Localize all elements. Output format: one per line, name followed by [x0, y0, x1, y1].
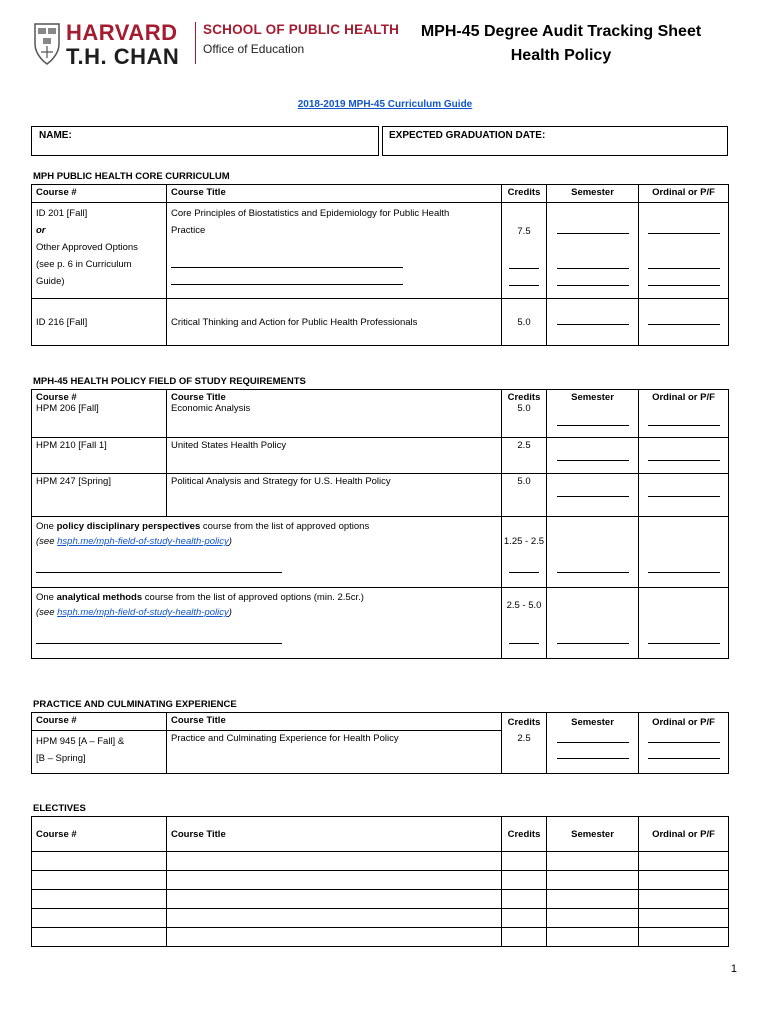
curriculum-guide-link[interactable]: 2018-2019 MPH-45 Curriculum Guide	[297, 99, 473, 110]
semester-cell	[547, 299, 639, 346]
table-row[interactable]	[32, 928, 729, 947]
table-row	[32, 588, 729, 659]
credits-cell: 2.5 - 5.0	[502, 588, 547, 659]
credits-cell: 7.5	[502, 203, 547, 299]
credits-blank[interactable]	[509, 635, 539, 644]
document-title	[420, 20, 702, 68]
table-row	[32, 299, 729, 346]
title-cell: Core Principles of Biostatistics and Epidemiology for Public Health Practice	[167, 203, 502, 299]
course-cell: ID 216 [Fall]	[32, 299, 167, 346]
semester-cell: Semester	[547, 390, 639, 438]
logo-chan-text: T.H. CHAN	[66, 44, 180, 69]
semester-blank[interactable]	[557, 635, 629, 644]
ordinal-cell	[639, 203, 729, 299]
logo-school-text: SCHOOL OF PUBLIC HEALTH	[203, 22, 400, 37]
semester-cell	[547, 438, 639, 474]
semester-blank[interactable]	[557, 225, 629, 234]
col-ordinal: Ordinal or P/F	[639, 185, 729, 203]
title-cell: Critical Thinking and Action for Public Health Professionals	[167, 299, 502, 346]
credits-cell: 2.5	[502, 438, 547, 474]
semester-blank[interactable]	[557, 417, 629, 426]
course-blank[interactable]	[36, 635, 282, 644]
semester-blank[interactable]	[557, 750, 629, 759]
ordinal-blank[interactable]	[648, 488, 720, 497]
analytical-option-cell: One analytical methods course from the list of approved options (min. 2.5cr.) (see hsph.me/mph-field-of-study-health-policy)	[32, 588, 502, 659]
credits-cell: Credits 5.0	[502, 390, 547, 438]
practice-header-row	[32, 713, 729, 731]
table-row	[32, 390, 729, 438]
semester-cell	[547, 474, 639, 517]
col-title: Course Title	[167, 817, 502, 852]
semester-blank[interactable]	[557, 316, 629, 325]
ordinal-cell	[639, 299, 729, 346]
ordinal-blank[interactable]	[648, 277, 720, 286]
electives-table	[31, 816, 729, 947]
table-row[interactable]	[32, 909, 729, 928]
core-table	[31, 184, 729, 346]
foc-table	[31, 389, 729, 659]
table-row[interactable]	[32, 852, 729, 871]
field-of-study-link[interactable]: hsph.me/mph-field-of-study-health-policy	[57, 607, 229, 618]
table-row[interactable]	[32, 890, 729, 909]
ordinal-blank[interactable]	[648, 734, 720, 743]
col-ordinal: Ordinal or P/F	[639, 817, 729, 852]
table-row	[32, 517, 729, 588]
ordinal-cell: Ordinal or P/F	[639, 713, 729, 774]
col-semester: Semester	[547, 817, 639, 852]
ordinal-blank[interactable]	[648, 564, 720, 573]
semester-blank[interactable]	[557, 488, 629, 497]
name-field[interactable]	[31, 126, 379, 156]
ordinal-cell	[639, 438, 729, 474]
semester-blank[interactable]	[557, 734, 629, 743]
col-semester: Semester	[547, 185, 639, 203]
course-cell: ID 201 [Fall] or Other Approved Options (see p. 6 in Curriculum Guide)	[32, 203, 167, 299]
logo-office-text: Office of Education	[203, 42, 305, 56]
col-course: Course #	[32, 713, 167, 731]
practice-table	[31, 712, 729, 774]
logo-divider	[195, 22, 196, 64]
ordinal-blank[interactable]	[648, 260, 720, 269]
ordinal-blank[interactable]	[648, 750, 720, 759]
semester-cell	[547, 203, 639, 299]
credits-cell: Credits 2.5	[502, 713, 547, 774]
logo-harvard-text: HARVARD	[66, 20, 178, 45]
col-course: Course #	[32, 817, 167, 852]
table-row	[32, 474, 729, 517]
policy-option-cell: One policy disciplinary perspectives course from the list of approved options (see hsph.me/mph-field-of-study-health-policy)	[32, 517, 502, 588]
ordinal-cell	[639, 474, 729, 517]
core-section-title: MPH PUBLIC HEALTH CORE CURRICULUM	[33, 171, 230, 182]
course-blank[interactable]	[36, 564, 282, 573]
semester-blank[interactable]	[557, 277, 629, 286]
col-title: Course Title	[167, 713, 502, 731]
semester-cell	[547, 588, 639, 659]
ordinal-blank[interactable]	[648, 635, 720, 644]
table-row	[32, 438, 729, 474]
field-of-study-link[interactable]: hsph.me/mph-field-of-study-health-policy	[57, 536, 229, 547]
ordinal-blank[interactable]	[648, 316, 720, 325]
practice-section-title: PRACTICE AND CULMINATING EXPERIENCE	[33, 699, 237, 710]
graduation-date-label: EXPECTED GRADUATION DATE:	[389, 130, 546, 141]
credits-blank[interactable]	[509, 260, 539, 269]
credits-cell: 5.0	[502, 299, 547, 346]
harvard-shield-icon	[33, 20, 61, 66]
credits-cell: 5.0	[502, 474, 547, 517]
graduation-date-field[interactable]	[382, 126, 728, 156]
credits-blank[interactable]	[509, 564, 539, 573]
semester-blank[interactable]	[557, 260, 629, 269]
ordinal-cell	[639, 517, 729, 588]
foc-section-title: MPH-45 HEALTH POLICY FIELD OF STUDY REQUIREMENTS	[33, 376, 306, 387]
ordinal-cell: Ordinal or P/F	[639, 390, 729, 438]
semester-cell	[547, 517, 639, 588]
semester-blank[interactable]	[557, 452, 629, 461]
title-cell: Political Analysis and Strategy for U.S. Health Policy	[167, 474, 502, 517]
credits-cell: 1.25 - 2.5	[502, 517, 547, 588]
ordinal-cell	[639, 588, 729, 659]
ordinal-blank[interactable]	[648, 452, 720, 461]
table-row	[32, 203, 729, 299]
title-cell: United States Health Policy	[167, 438, 502, 474]
semester-blank[interactable]	[557, 564, 629, 573]
core-header-row	[32, 185, 729, 203]
course-cell: HPM 945 [A – Fall] & [B – Spring]	[32, 731, 167, 774]
col-credits: Credits	[502, 185, 547, 203]
credits-blank[interactable]	[509, 277, 539, 286]
document-title-line1: MPH-45 Degree Audit Tracking Sheet	[420, 23, 702, 40]
col-title: Course Title	[167, 185, 502, 203]
title-cell: Practice and Culminating Experience for Health Policy	[167, 731, 502, 774]
course-cell: HPM 247 [Spring]	[32, 474, 167, 517]
course-cell: Course # HPM 206 [Fall]	[32, 390, 167, 438]
col-credits: Credits	[502, 817, 547, 852]
title-cell: Course Title Economic Analysis	[167, 390, 502, 438]
table-row[interactable]	[32, 871, 729, 890]
ordinal-blank[interactable]	[648, 225, 720, 234]
alt-title-blank[interactable]	[171, 259, 403, 268]
electives-header-row	[32, 817, 729, 852]
semester-cell: Semester	[547, 713, 639, 774]
course-cell: HPM 210 [Fall 1]	[32, 438, 167, 474]
name-label: NAME:	[39, 130, 72, 141]
page-number: 1	[730, 963, 737, 975]
electives-section-title: ELECTIVES	[33, 803, 86, 814]
col-course: Course #	[32, 185, 167, 203]
document-title-line2: Health Policy	[510, 47, 612, 64]
ordinal-blank[interactable]	[648, 417, 720, 426]
alt-title-blank[interactable]	[171, 276, 403, 285]
